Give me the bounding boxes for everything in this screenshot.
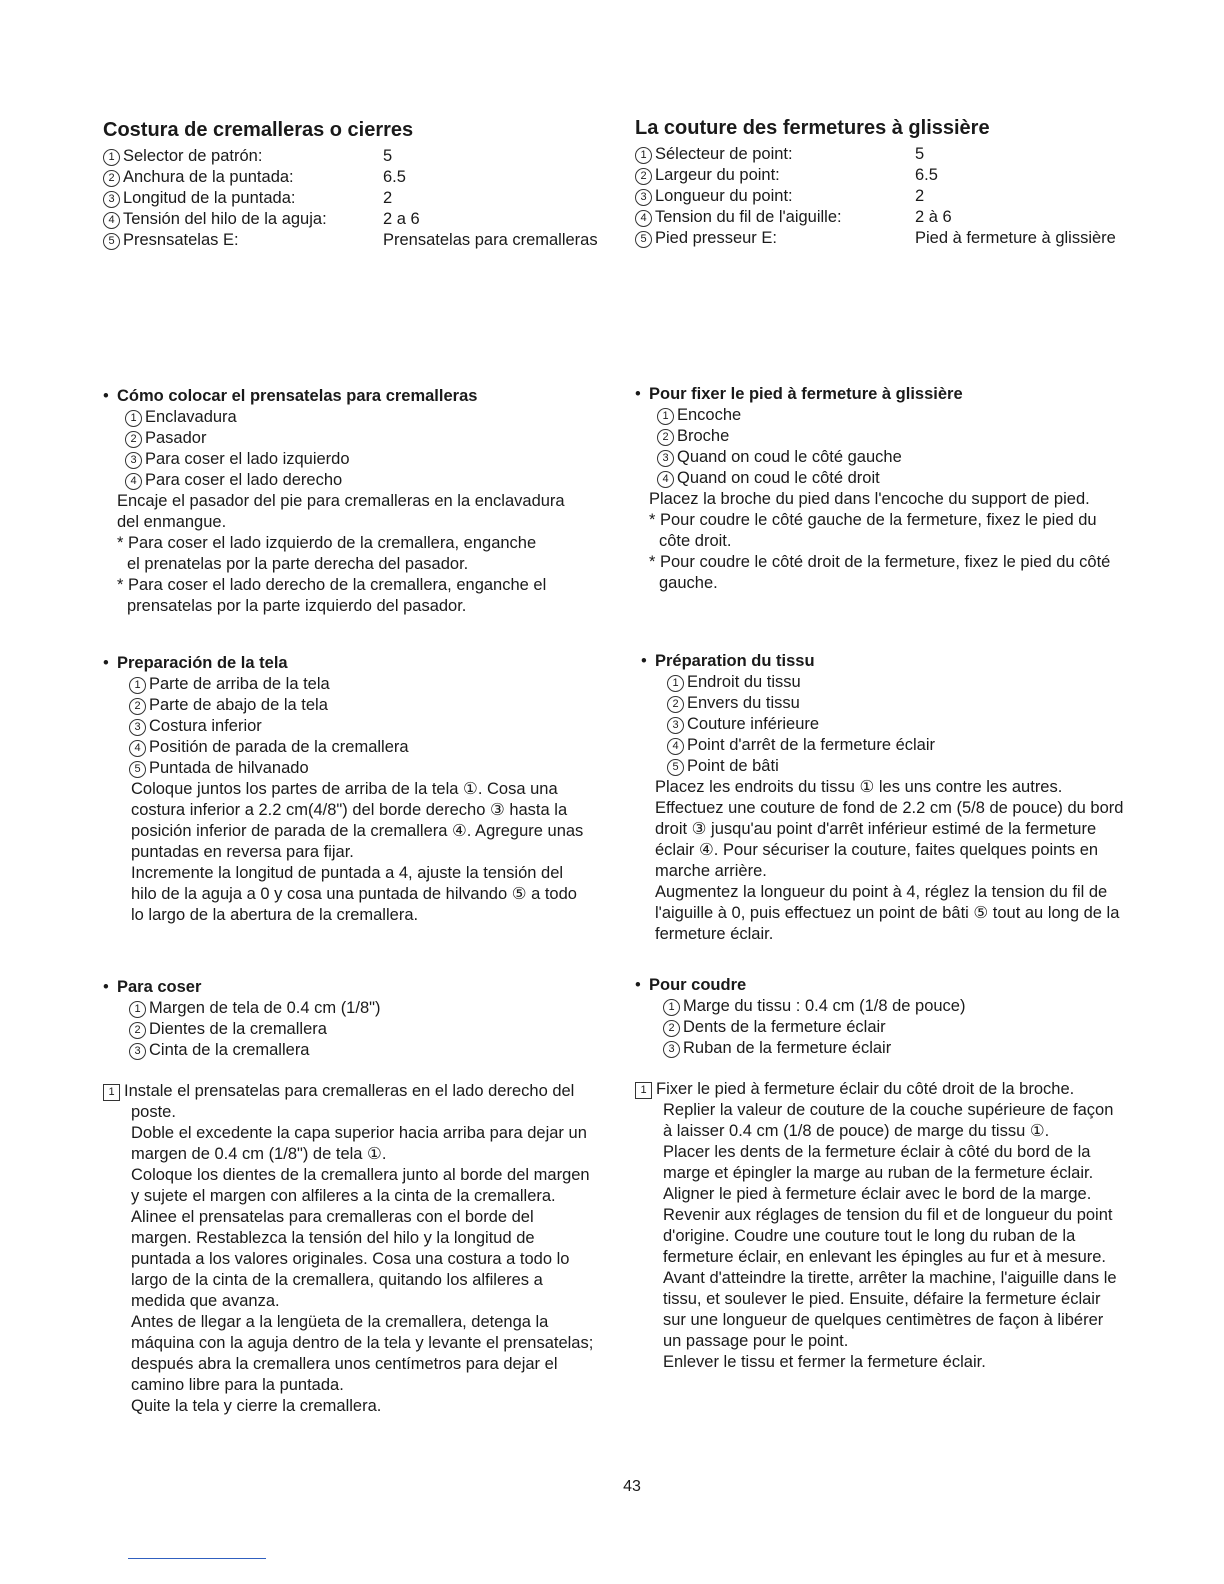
circled-number-icon: 5: [667, 759, 684, 776]
text-line: un passage pour le point.: [663, 1332, 849, 1350]
es-setting-label: 4 Tensión del hilo de la aguja:: [103, 209, 383, 230]
text-line: puntadas en reversa para fijar.: [131, 843, 354, 861]
list-item: 1 Margen de tela de 0.4 cm (1/8"): [129, 998, 623, 1019]
circled-number-icon: 3: [103, 191, 120, 208]
circled-number-icon: 5: [129, 761, 146, 778]
text-line: 1 Instale el prensatelas para cremalleras en el lado derecho del: [103, 1081, 633, 1102]
text-line: Quite la tela y cierre la cremallera.: [131, 1397, 382, 1415]
circled-number-icon: 2: [129, 1022, 146, 1039]
fr-setting-label: 3 Longueur du point:: [635, 186, 915, 207]
circled-number-icon: 1: [129, 677, 146, 694]
es-settings: [103, 146, 623, 251]
fr-sew-items: [635, 996, 1165, 1059]
es-attach-items: [103, 407, 623, 491]
list-item: 1 Parte de arriba de la tela: [129, 674, 623, 695]
text-line: fermeture éclair.: [655, 925, 774, 943]
list-item: 2 Pasador: [125, 428, 623, 449]
fr-setting-value: 6.5: [915, 166, 938, 184]
text-line: camino libre para la puntada.: [131, 1376, 344, 1394]
text-line: hilo de la aguja a 0 y cosa una puntada de hilvando ⑤ a todo: [131, 885, 577, 903]
fr-prep-items: [641, 672, 1171, 777]
text-line: Aligner le pied à fermeture éclair avec le bord de la marge.: [663, 1185, 1092, 1203]
circled-number-icon: 1: [657, 408, 674, 425]
circled-number-icon: 4: [103, 212, 120, 229]
es-setting-value: 2 a 6: [383, 210, 420, 228]
text-line: Enlever le tissu et fermer la fermeture éclair.: [663, 1353, 986, 1371]
text-line: lo largo de la abertura de la cremallera.: [131, 906, 419, 924]
es-prep-section: [103, 652, 623, 926]
fr-prep-heading: • Préparation du tissu: [641, 652, 815, 670]
circled-number-icon: 1: [103, 149, 120, 166]
es-setting-label: 2 Anchura de la puntada:: [103, 167, 383, 188]
es-step1-text: [103, 1081, 633, 1417]
circled-number-icon: 4: [667, 738, 684, 755]
text-line: Placez la broche du pied dans l'encoche du support de pied.: [649, 490, 1090, 508]
es-setting-value: 5: [383, 147, 393, 165]
circled-number-icon: 4: [125, 473, 142, 490]
fr-sew-section: [635, 974, 1165, 1059]
list-item: 2 Envers du tissu: [667, 693, 1171, 714]
text-line: medida que avanza.: [131, 1292, 280, 1310]
page-number: 43: [623, 1478, 641, 1495]
fr-step1: [635, 1079, 1175, 1373]
circled-number-icon: 4: [657, 471, 674, 488]
text-line: del enmangue.: [117, 513, 227, 531]
text-line: à laisser 0.4 cm (1/8 de pouce) de marge du tissu ①.: [663, 1122, 1050, 1140]
text-line: Antes de llegar a la lengüeta de la cremallera, detenga la: [131, 1313, 549, 1331]
text-line: Incremente la longitud de puntada a 4, ajuste la tensión del: [131, 864, 564, 882]
text-line: margen de 0.4 cm (1/8") de tela ①.: [131, 1145, 387, 1163]
fr-sew-heading: • Pour coudre: [635, 976, 747, 994]
text-line: Avant d'atteindre la tirette, arrêter la machine, l'aiguille dans le: [663, 1269, 1117, 1287]
text-line: droit ③ jusqu'au point d'arrêt inférieur estimé de la fermeture: [655, 820, 1097, 838]
fr-setting-value: Pied à fermeture à glissière: [915, 229, 1116, 247]
text-line: costura inferior a 2.2 cm(4/8") del borde derecho ③ hasta la: [131, 801, 568, 819]
text-line: Alinee el prensatelas para cremalleras con el borde del: [131, 1208, 534, 1226]
step-number-icon: 1: [635, 1082, 652, 1099]
list-item: 4 Positión de parada de la cremallera: [129, 737, 623, 758]
es-attach-heading: • Cómo colocar el prensatelas para cremalleras: [103, 387, 478, 405]
fr-title: La couture des fermetures à glissière: [635, 117, 990, 139]
list-item: 3 Quand on coud le côté gauche: [657, 447, 1165, 468]
text-line: poste.: [131, 1103, 176, 1121]
fr-attach-text: [635, 489, 1165, 510]
es-attach-notes: [103, 533, 623, 617]
circled-number-icon: 2: [667, 696, 684, 713]
list-item: 3 Costura inferior: [129, 716, 623, 737]
list-item: 2 Parte de abajo de la tela: [129, 695, 623, 716]
text-line: Effectuez une couture de fond de 2.2 cm (5/8 de pouce) du bord: [655, 799, 1124, 817]
step-number-icon: 1: [103, 1084, 120, 1101]
list-item: 2 Broche: [657, 426, 1165, 447]
es-setting-value: 2: [383, 189, 393, 207]
circled-number-icon: 2: [635, 168, 652, 185]
text-line: fermeture éclair, en enlevant les épingles au fur et à mesure.: [663, 1248, 1106, 1266]
fr-setting-label: 4 Tension du fil de l'aiguille:: [635, 207, 915, 228]
note-line: * Para coser el lado izquierdo de la cremallera, enganche: [117, 534, 537, 552]
fr-setting-label: 1 Sélecteur de point:: [635, 144, 915, 165]
text-line: Revenir aux réglages de tension du fil et de longueur du point: [663, 1206, 1113, 1224]
fr-prep-section: [641, 650, 1171, 945]
note-line: côte droit.: [659, 532, 732, 550]
circled-number-icon: 2: [663, 1020, 680, 1037]
text-line: sur une longueur de quelques centimètres de façon à libérer: [663, 1311, 1104, 1329]
note-line: el prenatelas por la parte derecha del pasador.: [127, 555, 469, 573]
circled-number-icon: 3: [667, 717, 684, 734]
text-line: margen. Restablezca la tensión del hilo y la longitud de: [131, 1229, 535, 1247]
french-column: [635, 116, 1165, 249]
fr-setting-value: 2 à 6: [915, 208, 952, 226]
circled-number-icon: 1: [667, 675, 684, 692]
list-item: 5 Puntada de hilvanado: [129, 758, 623, 779]
list-item: 1 Enclavadura: [125, 407, 623, 428]
fr-attach-items: [635, 405, 1165, 489]
footer-rule: [128, 1558, 266, 1559]
list-item: 2 Dientes de la cremallera: [129, 1019, 623, 1040]
es-prep-text: [103, 779, 623, 926]
circled-number-icon: 1: [663, 999, 680, 1016]
text-line: éclair ④. Pour sécuriser la couture, faites quelques points en: [655, 841, 1099, 859]
list-item: 3 Couture inférieure: [667, 714, 1171, 735]
list-item: 3 Para coser el lado izquierdo: [125, 449, 623, 470]
es-prep-items: [103, 674, 623, 779]
es-prep-heading: • Preparación de la tela: [103, 654, 288, 672]
text-line: l'aiguille à 0, puis effectuez un point de bâti ⑤ tout au long de la: [655, 904, 1120, 922]
text-line: puntada a los valores originales. Cosa una costura a todo lo: [131, 1250, 570, 1268]
circled-number-icon: 5: [103, 233, 120, 250]
es-setting-label: 5 Presnsatelas E:: [103, 230, 383, 251]
es-setting-label: 3 Longitud de la puntada:: [103, 188, 383, 209]
note-line: * Pour coudre le côté droit de la fermeture, fixez le pied du côté: [649, 553, 1111, 571]
text-line: Replier la valeur de couture de la couche supérieure de façon: [663, 1101, 1114, 1119]
circled-number-icon: 2: [129, 698, 146, 715]
list-item: 4 Point d'arrêt de la fermeture éclair: [667, 735, 1171, 756]
fr-attach-notes: [635, 510, 1165, 594]
text-line: posición inferior de parada de la cremallera ④. Agregure unas: [131, 822, 584, 840]
circled-number-icon: 3: [129, 719, 146, 736]
circled-number-icon: 3: [657, 450, 674, 467]
list-item: 1 Marge du tissu : 0.4 cm (1/8 de pouce): [663, 996, 1165, 1017]
fr-setting-value: 2: [915, 187, 925, 205]
list-item: 2 Dents de la fermeture éclair: [663, 1017, 1165, 1038]
text-line: 1 Fixer le pied à fermeture éclair du côté droit de la broche.: [635, 1079, 1175, 1100]
circled-number-icon: 4: [129, 740, 146, 757]
text-line: d'origine. Coudre une couture tout le long du ruban de la: [663, 1227, 1076, 1245]
circled-number-icon: 2: [103, 170, 120, 187]
es-setting-label: 1 Selector de patrón:: [103, 146, 383, 167]
fr-setting-label: 2 Largeur du point:: [635, 165, 915, 186]
list-item: 1 Endroit du tissu: [667, 672, 1171, 693]
list-item: 5 Point de bâti: [667, 756, 1171, 777]
fr-step1-text: [635, 1079, 1175, 1373]
es-setting-value: 6.5: [383, 168, 406, 186]
circled-number-icon: 4: [635, 210, 652, 227]
text-line: y sujete el margen con alfileres a la cinta de la cremallera.: [131, 1187, 556, 1205]
spanish-column: [103, 118, 623, 251]
list-item: 4 Quand on coud le côté droit: [657, 468, 1165, 489]
text-line: Encaje el pasador del pie para cremalleras en la enclavadura: [117, 492, 565, 510]
text-line: marche arrière.: [655, 862, 767, 880]
fr-prep-text: [641, 777, 1171, 945]
text-line: marge et épingler la marge au ruban de la fermeture éclair.: [663, 1164, 1094, 1182]
note-line: * Pour coudre le côté gauche de la fermeture, fixez le pied du: [649, 511, 1097, 529]
text-line: máquina con la aguja dentro de la tela y levante el prensatelas;: [131, 1334, 594, 1352]
note-line: prensatelas por la parte izquierdo del pasador.: [127, 597, 467, 615]
circled-number-icon: 3: [635, 189, 652, 206]
fr-settings: [635, 144, 1165, 249]
fr-setting-label: 5 Pied presseur E:: [635, 228, 915, 249]
text-line: tissu, et soulever le pied. Ensuite, défaire la fermeture éclair: [663, 1290, 1101, 1308]
circled-number-icon: 2: [125, 431, 142, 448]
fr-setting-value: 5: [915, 145, 925, 163]
list-item: 3 Ruban de la fermeture éclair: [663, 1038, 1165, 1059]
circled-number-icon: 2: [657, 429, 674, 446]
text-line: Doble el excedente la capa superior hacia arriba para dejar un: [131, 1124, 587, 1142]
list-item: 4 Para coser el lado derecho: [125, 470, 623, 491]
text-line: Placez les endroits du tissu ① les uns contre les autres.: [655, 778, 1063, 796]
fr-attach-heading: • Pour fixer le pied à fermeture à glissière: [635, 385, 963, 403]
es-setting-value: Prensatelas para cremalleras: [383, 231, 598, 249]
text-line: Coloque los dientes de la cremallera junto al borde del margen: [131, 1166, 590, 1184]
fr-attach-section: [635, 383, 1165, 594]
text-line: largo de la cinta de la cremallera, quitando los alfileres a: [131, 1271, 543, 1289]
text-line: Augmentez la longueur du point à 4, réglez la tension du fil de: [655, 883, 1108, 901]
note-line: * Para coser el lado derecho de la cremallera, enganche el: [117, 576, 547, 594]
circled-number-icon: 3: [125, 452, 142, 469]
circled-number-icon: 1: [125, 410, 142, 427]
text-line: Placer les dents de la fermeture éclair à côté du bord de la: [663, 1143, 1091, 1161]
circled-number-icon: 3: [129, 1043, 146, 1060]
es-attach-text: [103, 491, 623, 533]
es-step1: [103, 1081, 633, 1417]
circled-number-icon: 3: [663, 1041, 680, 1058]
es-title: Costura de cremalleras o cierres: [103, 119, 414, 141]
text-line: después abra la cremallera unos centímetros para dejar el: [131, 1355, 558, 1373]
circled-number-icon: 5: [635, 231, 652, 248]
es-sew-heading: • Para coser: [103, 978, 202, 996]
list-item: 1 Encoche: [657, 405, 1165, 426]
circled-number-icon: 1: [129, 1001, 146, 1018]
text-line: Coloque juntos los partes de arriba de la tela ①. Cosa una: [131, 780, 558, 798]
es-sew-section: [103, 976, 623, 1061]
es-sew-items: [103, 998, 623, 1061]
circled-number-icon: 1: [635, 147, 652, 164]
note-line: gauche.: [659, 574, 718, 592]
list-item: 3 Cinta de la cremallera: [129, 1040, 623, 1061]
es-attach-section: [103, 385, 623, 617]
